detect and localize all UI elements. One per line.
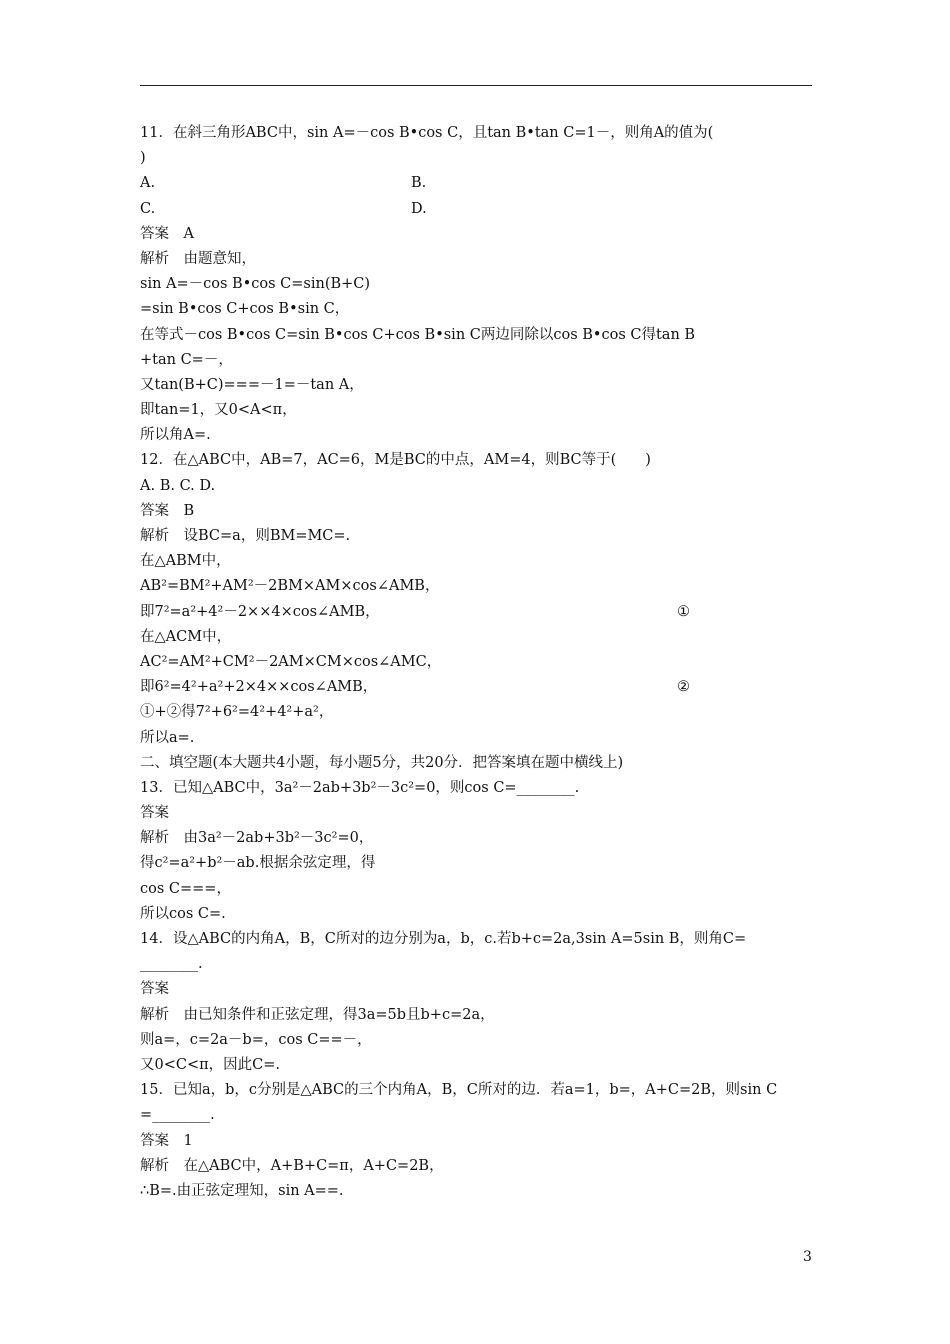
text-line (140, 650, 812, 675)
line-text: 所以角A=. (140, 427, 211, 444)
line-text: 13．已知△ABC中，3a²－2ab+3b²－3c²=0，则cos C=________. (140, 779, 580, 796)
equation-marker: ① (677, 603, 690, 620)
page-number: 3 (803, 1249, 812, 1265)
text-line (140, 625, 812, 650)
text-line (140, 499, 812, 524)
line-text: 答案 A (140, 225, 194, 242)
line-text: =sin B•cos C+cos B•sin C， (140, 301, 350, 318)
line-text: 解析 设BC=a，则BM=MC=. (140, 528, 351, 544)
text-line (140, 474, 812, 499)
text-line (140, 1078, 812, 1103)
line-text: 则a=，c=2a－b=，cos C==－， (140, 1031, 372, 1048)
line-text: 解析 由题意知， (140, 250, 256, 267)
text-line (140, 726, 812, 751)
text-line (140, 700, 812, 725)
line-text: ________. (140, 956, 203, 973)
text-line (140, 902, 812, 927)
line-text: 即6²=4²+a²+2×4××cos∠AMB， (140, 679, 378, 696)
line-text: 得c²=a²+b²－ab.根据余弦定理，得 (140, 855, 376, 872)
text-line (140, 1053, 812, 1078)
line-text: 答案 1 (140, 1132, 193, 1149)
line-text: 在△ABM中， (140, 553, 231, 570)
line-text: +tan C=－， (140, 351, 233, 368)
text-line (140, 247, 812, 272)
option-column: D. (411, 200, 427, 217)
text-line (140, 776, 812, 801)
text-line (140, 121, 812, 146)
text-line (140, 398, 812, 423)
line-text: =________. (140, 1107, 215, 1124)
text-line (140, 448, 812, 473)
line-text: 答案 (140, 805, 169, 822)
text-line (140, 675, 812, 700)
text-line (140, 927, 812, 952)
line-text: 12．在△ABC中，AB=7，AC=6，M是BC的中点，AM=4，则BC等于( ) (140, 452, 651, 469)
line-text: ①+②得7²+6²=4²+4²+a²， (140, 704, 334, 721)
line-text: 即7²=a²+4²－2××4×cos∠AMB， (140, 603, 380, 620)
line-text: cos C===， (140, 880, 231, 897)
line-text: 答案 (140, 981, 169, 998)
option-column: B. (411, 175, 427, 192)
text-line (140, 524, 812, 549)
line-text: 所以cos C=. (140, 905, 226, 922)
line-text: 在△ACM中， (140, 628, 232, 645)
text-line (140, 297, 812, 322)
text-line (140, 1003, 812, 1028)
text-line (140, 171, 812, 196)
line-text: 11．在斜三角形ABC中，sin A=－cos B•cos C，且tan B•tan C=1－，则角A的值为( (140, 125, 714, 141)
text-line (140, 877, 812, 902)
line-text: 又tan(B+C)===－1=－tan A， (140, 376, 364, 393)
text-line (140, 323, 812, 348)
line-text: C. (140, 200, 156, 217)
text-line (140, 1179, 812, 1204)
text-line (140, 222, 812, 247)
line-text: 二、填空题(本大题共4小题，每小题5分，共20分．把答案填在题中横线上) (140, 754, 624, 771)
line-text: A. B. C. D. (140, 477, 216, 494)
line-text: 解析 在△ABC中，A+B+C=π，A+C=2B， (140, 1157, 444, 1174)
text-line (140, 1103, 812, 1128)
text-line (140, 952, 812, 977)
line-text: 解析 由3a²－2ab+3b²－3c²=0， (140, 830, 374, 847)
line-text: 答案 B (140, 502, 195, 519)
text-line (140, 1154, 812, 1179)
text-line (140, 1129, 812, 1154)
equation-marker: ② (677, 679, 690, 696)
line-text: 即tan=1，又0<A<π， (140, 402, 297, 419)
line-text: ∴B=.由正弦定理知，sin A==. (140, 1182, 344, 1199)
page-body (140, 121, 812, 1204)
text-line (140, 600, 812, 625)
line-text: 所以a=. (140, 729, 195, 746)
text-line (140, 851, 812, 876)
text-line (140, 549, 812, 574)
text-line (140, 751, 812, 776)
text-line (140, 574, 812, 599)
line-text: 又0<C<π，因此C=. (140, 1056, 281, 1073)
text-line (140, 977, 812, 1002)
text-line (140, 146, 812, 171)
header-rule (140, 85, 812, 86)
line-text: AB²=BM²+AM²－2BM×AM×cos∠AMB， (140, 578, 440, 595)
text-line (140, 801, 812, 826)
text-line (140, 1028, 812, 1053)
text-line (140, 197, 812, 222)
text-line (140, 373, 812, 398)
line-text: 14．设△ABC的内角A，B，C所对的边分别为a，b，c.若b+c=2a,3sin A=5sin B，则角C= (140, 931, 747, 947)
text-line (140, 423, 812, 448)
line-text: AC²=AM²+CM²－2AM×CM×cos∠AMC， (140, 653, 442, 670)
line-text: 在等式－cos B•cos C=sin B•cos C+cos B•sin C两边同除以cos B•cos C得tan B (140, 326, 696, 343)
text-line (140, 272, 812, 297)
text-line (140, 348, 812, 373)
line-text: A. (140, 175, 156, 192)
line-text: 解析 由已知条件和正弦定理，得3a=5b且b+c=2a， (140, 1006, 495, 1023)
text-line (140, 826, 812, 851)
line-text: 15．已知a，b，c分别是△ABC的三个内角A，B，C所对的边．若a=1，b=，A+C=2B，则sin C (140, 1082, 778, 1099)
line-text: ) (140, 150, 146, 167)
line-text: sin A=－cos B•cos C=sin(B+C) (140, 276, 371, 293)
